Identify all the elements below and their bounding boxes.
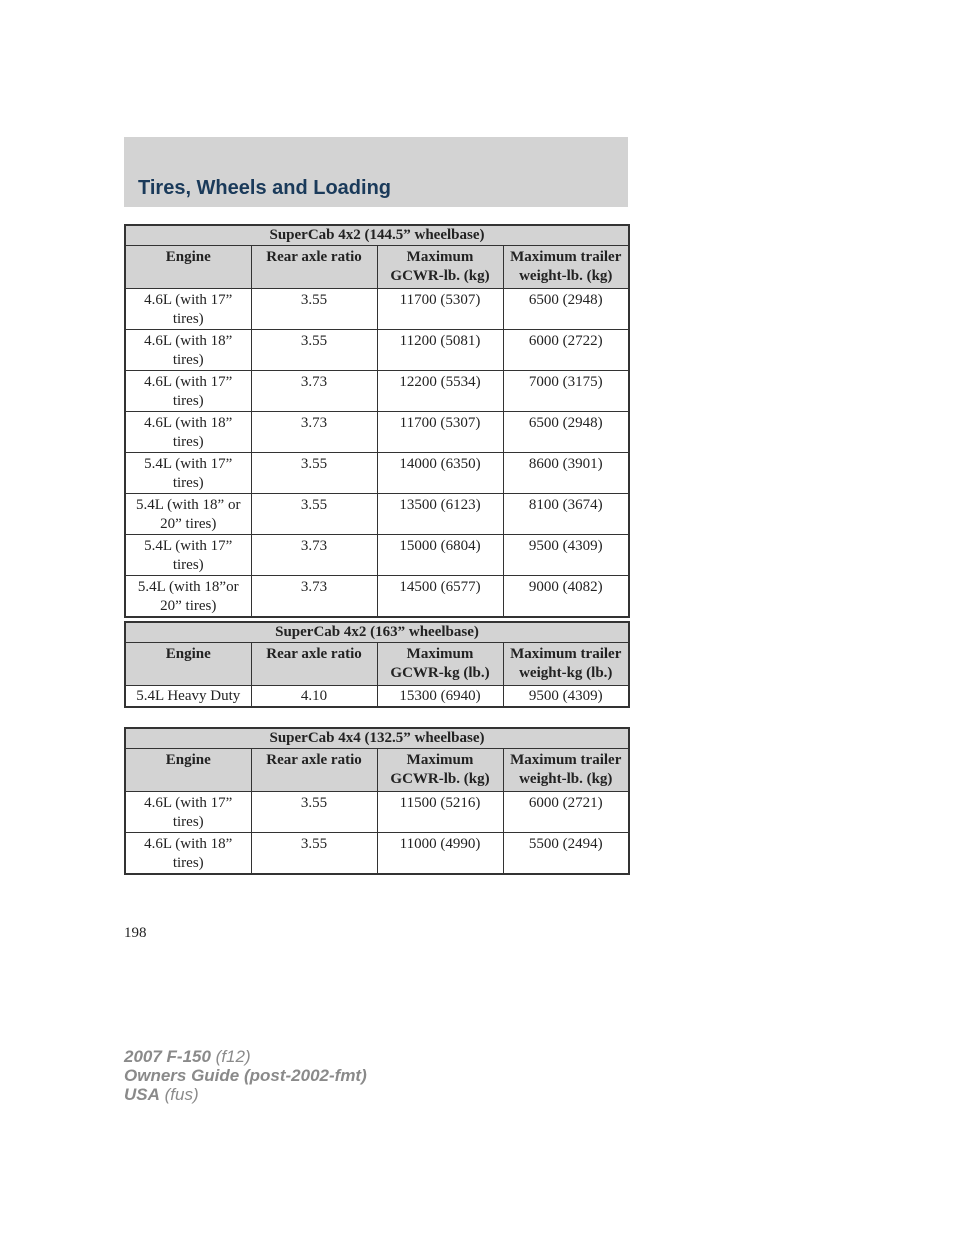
table-cell: 12200 (5534) <box>377 371 503 412</box>
table-header-row <box>125 246 629 289</box>
table-cell: 6500 (2948) <box>503 412 629 453</box>
table-cell: 4.6L (with 18” tires) <box>125 412 251 453</box>
table-cell: 3.55 <box>251 494 377 535</box>
table-cell: 4.6L (with 17” tires) <box>125 289 251 330</box>
table-cell: 7000 (3175) <box>503 371 629 412</box>
table-cell: 4.6L (with 17” tires) <box>125 792 251 833</box>
table-cell: 14000 (6350) <box>377 453 503 494</box>
table-cell: 11700 (5307) <box>377 412 503 453</box>
column-header: Engine <box>125 246 251 289</box>
table-cell: 3.55 <box>251 833 377 875</box>
table-header-row <box>125 749 629 792</box>
page-title: Tires, Wheels and Loading <box>138 177 392 199</box>
table-cell: 3.73 <box>251 371 377 412</box>
page-number: 198 <box>124 925 147 941</box>
document-footer <box>124 1047 367 1104</box>
table-cell: 13500 (6123) <box>377 494 503 535</box>
footer-line-model <box>124 1047 367 1066</box>
column-header: Maximum GCWR-kg (lb.) <box>377 643 503 686</box>
table-caption: SuperCab 4x2 (163” wheelbase) <box>125 622 629 643</box>
footer-market-code: (fus) <box>159 1085 199 1104</box>
section-header <box>124 137 628 207</box>
table-cell: 3.55 <box>251 453 377 494</box>
table-row <box>125 535 629 576</box>
table-caption: SuperCab 4x2 (144.5” wheelbase) <box>125 225 629 246</box>
table-cell: 15300 (6940) <box>377 686 503 708</box>
table-row <box>125 371 629 412</box>
column-header: Maximum trailer weight-kg (lb.) <box>503 643 629 686</box>
column-header: Rear axle ratio <box>251 246 377 289</box>
towing-table-supercab-4x2-144 <box>124 224 630 618</box>
table-cell: 8600 (3901) <box>503 453 629 494</box>
table-cell: 15000 (6804) <box>377 535 503 576</box>
column-header: Rear axle ratio <box>251 749 377 792</box>
table-header-row <box>125 643 629 686</box>
table-cell: 4.6L (with 18” tires) <box>125 330 251 371</box>
column-header: Engine <box>125 749 251 792</box>
table-cell: 11700 (5307) <box>377 289 503 330</box>
table-row <box>125 833 629 875</box>
table-cell: 3.73 <box>251 412 377 453</box>
table-cell: 5.4L (with 17” tires) <box>125 535 251 576</box>
table-row <box>125 686 629 708</box>
footer-market: USA <box>124 1085 160 1104</box>
table-row <box>125 494 629 535</box>
table-cell: 4.6L (with 18” tires) <box>125 833 251 875</box>
table-cell: 11000 (4990) <box>377 833 503 875</box>
table-cell: 3.73 <box>251 576 377 618</box>
table-cell: 9500 (4309) <box>503 686 629 708</box>
footer-line-market <box>124 1085 367 1104</box>
table-cell: 6000 (2721) <box>503 792 629 833</box>
table-cell: 3.55 <box>251 330 377 371</box>
table-cell: 11200 (5081) <box>377 330 503 371</box>
footer-model-code: (f12) <box>210 1047 251 1066</box>
table-row <box>125 576 629 618</box>
table-cell: 3.55 <box>251 289 377 330</box>
column-header: Engine <box>125 643 251 686</box>
table-cell: 9500 (4309) <box>503 535 629 576</box>
towing-table-supercab-4x4-132 <box>124 727 630 875</box>
column-header: Maximum GCWR-lb. (kg) <box>377 749 503 792</box>
column-header: Maximum trailer weight-lb. (kg) <box>503 246 629 289</box>
table-row <box>125 330 629 371</box>
table-cell: 14500 (6577) <box>377 576 503 618</box>
table-cell: 8100 (3674) <box>503 494 629 535</box>
table-row <box>125 289 629 330</box>
table-cell: 6500 (2948) <box>503 289 629 330</box>
footer-guide: Owners Guide (post-2002-fmt) <box>124 1066 367 1085</box>
table-cell: 5500 (2494) <box>503 833 629 875</box>
column-header: Maximum GCWR-lb. (kg) <box>377 246 503 289</box>
table-row <box>125 792 629 833</box>
table-cell: 6000 (2722) <box>503 330 629 371</box>
table-cell: 4.10 <box>251 686 377 708</box>
table-row <box>125 412 629 453</box>
table-caption: SuperCab 4x4 (132.5” wheelbase) <box>125 728 629 749</box>
table-cell: 9000 (4082) <box>503 576 629 618</box>
table-cell: 5.4L (with 18” or 20” tires) <box>125 494 251 535</box>
table-cell: 5.4L (with 18”or 20” tires) <box>125 576 251 618</box>
towing-table-supercab-4x2-163 <box>124 621 630 708</box>
column-header: Maximum trailer weight-lb. (kg) <box>503 749 629 792</box>
column-header: Rear axle ratio <box>251 643 377 686</box>
table-cell: 3.73 <box>251 535 377 576</box>
table-cell: 4.6L (with 17” tires) <box>125 371 251 412</box>
table-cell: 5.4L (with 17” tires) <box>125 453 251 494</box>
table-cell: 5.4L Heavy Duty <box>125 686 251 708</box>
table-cell: 3.55 <box>251 792 377 833</box>
table-cell: 11500 (5216) <box>377 792 503 833</box>
table-row <box>125 453 629 494</box>
footer-model: 2007 F-150 <box>124 1047 211 1066</box>
